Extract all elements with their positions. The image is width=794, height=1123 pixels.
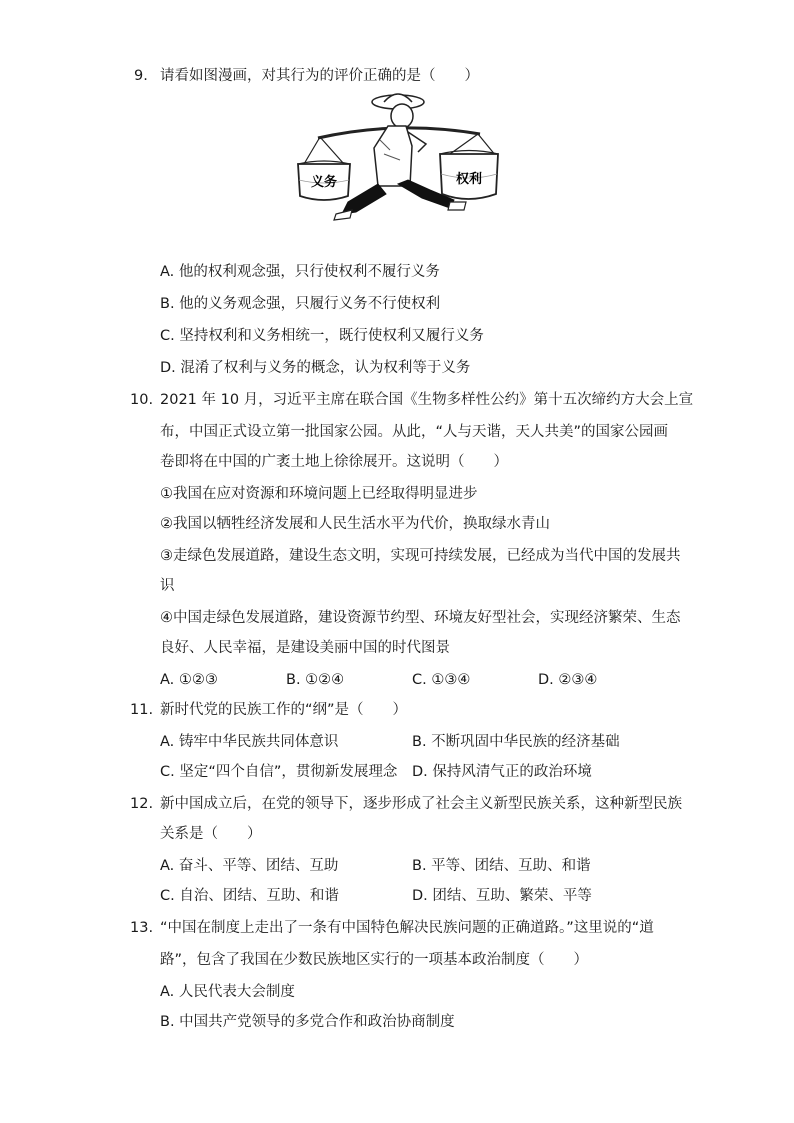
question-stem-line: “中国在制度上走出了一条有中国特色解决民族问题的正确道路。”这里说的“道 <box>160 920 654 936</box>
option-b[interactable]: B. ①②④ <box>286 672 345 688</box>
statement: ①我国在应对资源和环境问题上已经取得明显进步 <box>160 486 478 502</box>
question-stem-line: 新中国成立后，在党的领导下，逐步形成了社会主义新型民族关系，这种新型民族 <box>160 796 682 812</box>
option-d[interactable]: D. 混淆了权利与义务的概念，认为权利等于义务 <box>160 360 471 376</box>
option-a[interactable]: A. 奋斗、平等、团结、互助 <box>160 858 339 874</box>
question-stem-line: 2021 年 10 月，习近平主席在联合国《生物多样性公约》第十五次缔约方大会上宣 <box>160 392 694 408</box>
question-stem-line: 路”，包含了我国在少数民族地区实行的一项基本政治制度（ ） <box>160 952 589 968</box>
option-a[interactable]: A. 他的权利观念强，只行使权利不履行义务 <box>160 264 440 280</box>
option-b[interactable]: B. 中国共产党领导的多党合作和政治协商制度 <box>160 1014 455 1030</box>
option-d[interactable]: D. 团结、互助、繁荣、平等 <box>412 888 592 904</box>
question-stem: 请看如图漫画，对其行为的评价正确的是（ ） <box>160 68 479 84</box>
rights-duties-cartoon <box>290 90 505 230</box>
question-number: 12. <box>130 796 154 812</box>
option-c[interactable]: C. ①③④ <box>412 672 471 688</box>
option-b[interactable]: B. 平等、团结、互助、和谐 <box>412 858 591 874</box>
question-number: 11. <box>130 702 154 718</box>
option-a[interactable]: A. ①②③ <box>160 672 218 688</box>
rights-label: 权利 <box>455 172 483 187</box>
option-a[interactable]: A. 人民代表大会制度 <box>160 984 295 1000</box>
option-d[interactable]: D. ②③④ <box>538 672 598 688</box>
statement: ④中国走绿色发展道路，建设资源节约型、环境友好型社会，实现经济繁荣、生态 <box>160 610 681 626</box>
question-stem-line: 卷即将在中国的广袤土地上徐徐展开。这说明（ ） <box>160 454 508 470</box>
option-c[interactable]: C. 坚定“四个自信”，贯彻新发展理念 <box>160 764 398 780</box>
option-b[interactable]: B. 不断巩固中华民族的经济基础 <box>412 734 620 750</box>
question-number: 10. <box>130 392 154 408</box>
option-d[interactable]: D. 保持风清气正的政治环境 <box>412 764 592 780</box>
question-stem: 新时代党的民族工作的“纲”是（ ） <box>160 702 408 718</box>
option-c[interactable]: C. 坚持权利和义务相统一，既行使权利又履行义务 <box>160 328 484 344</box>
duty-label: 义务 <box>310 175 338 190</box>
question-stem-line: 关系是（ ） <box>160 826 262 842</box>
option-c[interactable]: C. 自治、团结、互助、和谐 <box>160 888 339 904</box>
question-number: 13. <box>130 920 154 936</box>
statement: ②我国以牺牲经济发展和人民生活水平为代价，换取绿水青山 <box>160 516 550 532</box>
statement: ③走绿色发展道路，建设生态文明，实现可持续发展，已经成为当代中国的发展共 <box>160 548 681 564</box>
option-b[interactable]: B. 他的义务观念强，只履行义务不行使权利 <box>160 296 441 312</box>
statement-continued: 识 <box>160 578 175 594</box>
question-stem-line: 布，中国正式设立第一批国家公园。从此，“人与天谐，天人共美”的国家公园画 <box>160 424 669 440</box>
statement-continued: 良好、人民幸福，是建设美丽中国的时代图景 <box>160 640 450 656</box>
option-a[interactable]: A. 铸牢中华民族共同体意识 <box>160 734 339 750</box>
question-number: 9. <box>134 68 148 84</box>
